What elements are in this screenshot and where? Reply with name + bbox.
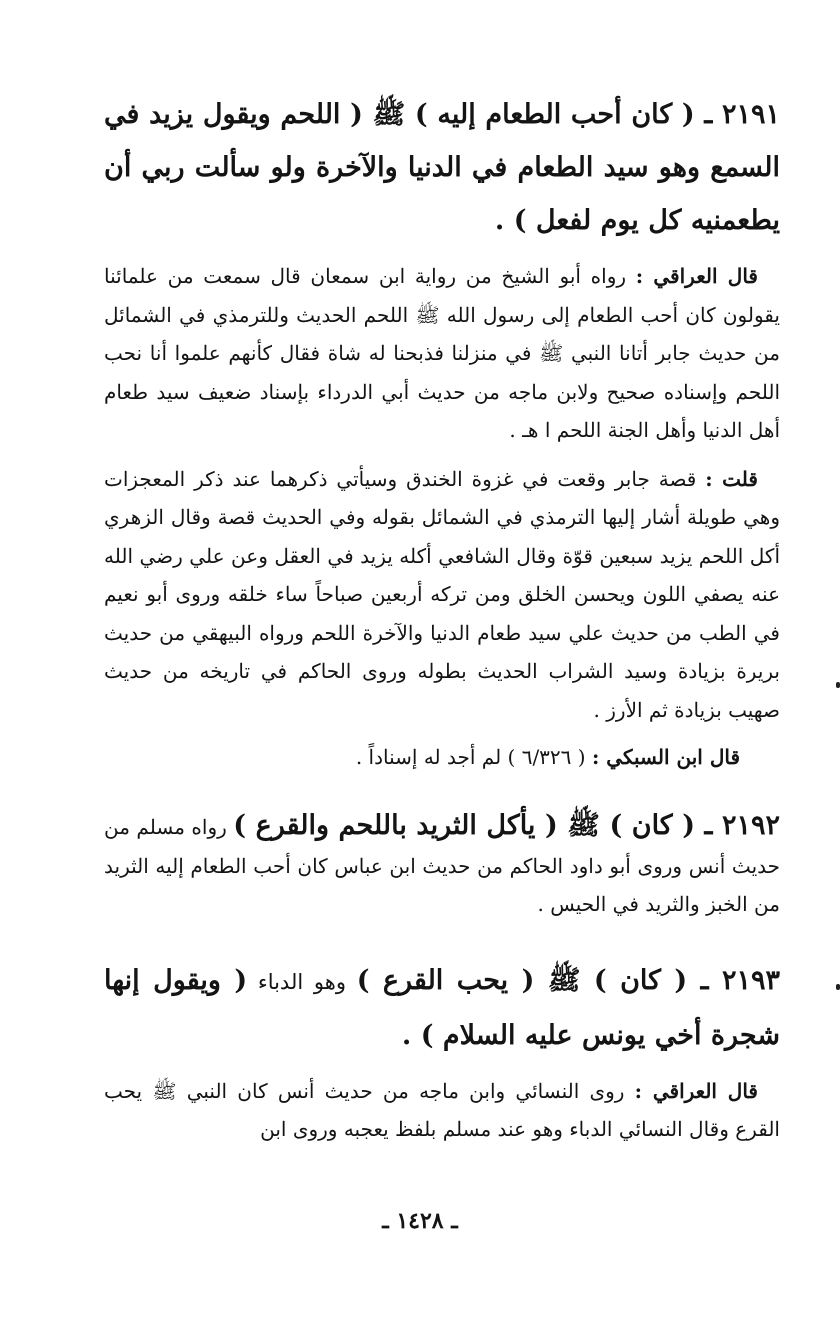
note-lead: قال العراقي : — [635, 264, 758, 288]
scan-dot-mark — [836, 984, 840, 990]
hadith-2193-text: ٢١٩٣ ـ ( كان ) ﷺ ( يحب القرع ) — [356, 964, 780, 996]
author-note-2191 — [104, 460, 780, 730]
page-number: ـ ١٤٢٨ ـ — [382, 1208, 458, 1234]
iraqi-note-2193 — [104, 1072, 780, 1149]
scan-dot-mark — [836, 682, 840, 688]
hadith-2191-text: ٢١٩١ ـ ( كان أحب الطعام إليه ) ﷺ ( اللحم ويقول يزيد في السمع وهو سيد الطعام في الدنيا والآخرة ولو سألت ربي أن يطعمنيه كل يوم لفعل ) . — [104, 99, 780, 236]
hadith-2192-takhrij: رواه مسلم من حديث أنس وروى أبو داود الحاكم من حديث ابن عباس كان أحب الطعام إليه الثريد من الخبز والثريد في الحيس . — [104, 815, 780, 916]
iraqi-note-2191 — [104, 257, 780, 450]
hadith-2193-gloss: وهو الدباء — [247, 969, 357, 994]
note-body: رواه أبو الشيخ من رواية ابن سمعان قال سمعت من علمائنا يقولون كان أحب الطعام إلى رسول الله ﷺ اللحم الحديث وللترمذي في الشمائل من حديث جابر أتانا النبي ﷺ في منزلنا فذبحنا له شاة فقال كأنهم علموا أنا نحب اللحم وإسناده صحيح ولابن ماجه من حديث أبي الدرداء بإسناد ضعيف سيد طعام أهل الدنيا وأهل الجنة اللحم ا هـ . — [104, 264, 780, 442]
note-lead: قال ابن السبكي : — [591, 745, 740, 769]
note-lead: قلت : — [705, 466, 758, 491]
subki-note-2191 — [104, 737, 780, 777]
hadith-2193-text-cont: ( ويقول إنها شجرة أخي يونس عليه السلام ) . — [104, 964, 780, 1051]
hadith-2193-block — [104, 954, 780, 1062]
note-body: قصة جابر وقعت في غزوة الخندق وسيأتي ذكرهما عند ذكر المعجزات وهي طويلة أشار إليها الترمذي في الشمائل بقوله وفي الحديث قصة وقال الزهري أكل اللحم يزيد سبعين قوّة وقال الشافعي أكله يزيد في العقل وعن علي رضي الله عنه يصفي اللون ويحسن الخلق ومن تركه أربعين صباحاً ساء خلقه وروى أبو نعيم في الطب من حديث علي سيد طعام الدنيا والآخرة اللحم ورواه البيهقي من حديث بريرة بزيادة وسيد الشراب الحديث بطوله وروى الحاكم في تاريخه من حديث صهيب بزيادة ثم الأرز . — [104, 466, 781, 722]
note-body: ( ٦/٣٢٦ ) لم أجد له إسناداً . — [355, 745, 592, 769]
note-body: روى النسائي وابن ماجه من حديث أنس كان النبي ﷺ يحب القرع وقال النسائي الدباء وهو عند مسلم بلفظ يعجبه وروى ابن — [104, 1078, 780, 1141]
hadith-2192-block — [104, 807, 780, 924]
note-lead: قال العراقي : — [634, 1078, 758, 1103]
page-body — [104, 88, 780, 1149]
hadith-2192-text: ٢١٩٢ ـ ( كان ) ﷺ ( يأكل الثريد باللحم والقرع ) — [233, 810, 780, 841]
